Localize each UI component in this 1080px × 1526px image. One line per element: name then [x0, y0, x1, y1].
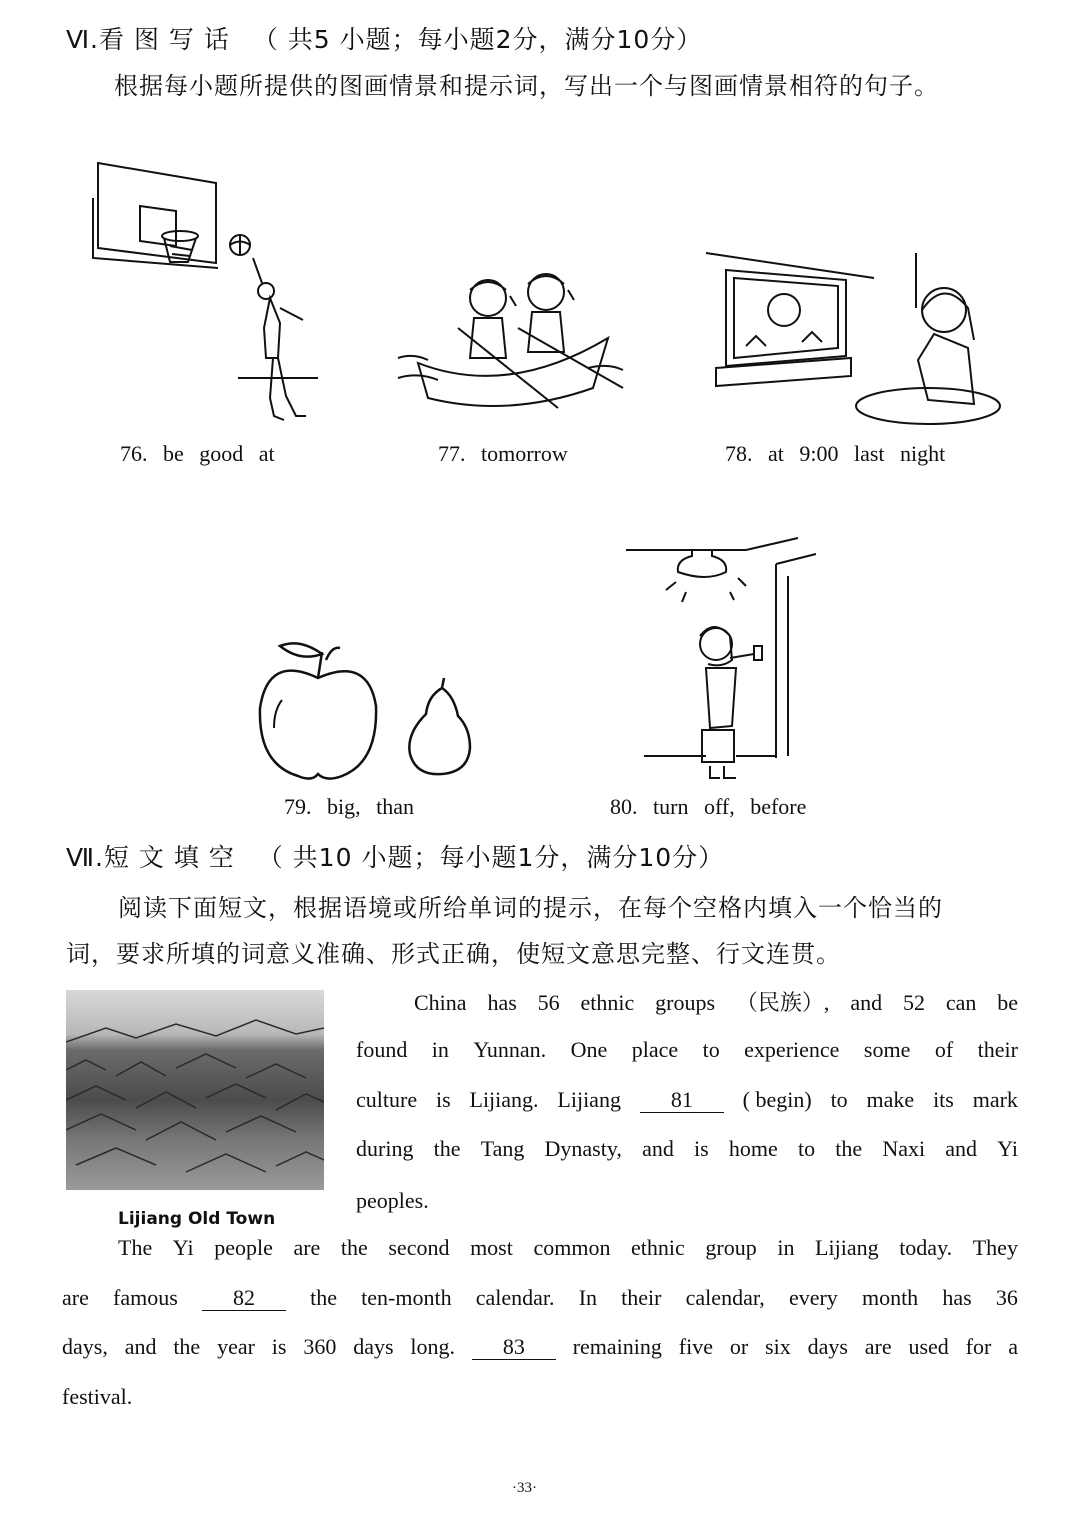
passage-word: to: [830, 1087, 848, 1112]
passage-word: 36: [995, 1285, 1018, 1310]
passage-word: Lijiang: [557, 1087, 621, 1112]
passage-word: most: [470, 1235, 513, 1260]
passage-word: is: [271, 1334, 287, 1359]
passage-word: five: [678, 1334, 713, 1359]
section-7-instruction-line-2: 词，要求所填的词意义准确、形式正确，使短文意思完整、行文连贯。: [66, 940, 841, 968]
passage-line-1: [414, 986, 1018, 1017]
passage-word: their: [621, 1285, 662, 1310]
passage-word: ( begin): [742, 1087, 812, 1112]
passage-word: is: [435, 1087, 451, 1112]
passage-word: year: [217, 1334, 255, 1359]
section-6-instruction: 根据每小题所提供的图画情景和提示词，写出一个与图画情景相符的句子。: [114, 72, 939, 100]
passage-word: six: [765, 1334, 791, 1359]
passage-word: to: [797, 1136, 816, 1161]
passage-word: 52: [902, 990, 925, 1015]
passage-line-2: [356, 1037, 1018, 1063]
photo-rooftops: [66, 990, 324, 1190]
passage-word: month: [861, 1285, 919, 1310]
lijiang-photo: [66, 990, 324, 1190]
passage-word: used: [908, 1334, 949, 1359]
passage-word: are: [864, 1334, 892, 1359]
passage-word: be: [997, 990, 1018, 1015]
passage-word: One: [570, 1037, 608, 1062]
passage-word: The: [118, 1235, 153, 1260]
passage-word: Yi: [997, 1136, 1018, 1161]
passage-line-5: peoples.: [356, 1188, 429, 1213]
passage-word: is: [694, 1136, 709, 1161]
passage-word: has: [487, 990, 517, 1015]
passage-word: days: [353, 1334, 394, 1359]
passage-word: Dynasty,: [544, 1136, 622, 1161]
passage-word: Lijiang.: [469, 1087, 539, 1112]
passage-word: the: [433, 1136, 461, 1161]
passage-word: the: [173, 1334, 201, 1359]
caption-80: 80. turn off, before: [610, 794, 807, 819]
passage-line-3: [356, 1087, 1018, 1113]
caption-79: 79. big, than: [284, 794, 414, 819]
picture-78-watching-tv: [706, 248, 996, 428]
passage-word: people: [214, 1235, 273, 1260]
passage-word: today.: [899, 1235, 953, 1260]
passage-word: and: [642, 1136, 674, 1161]
passage-word: has: [942, 1285, 972, 1310]
section-7-title-row: [66, 838, 724, 874]
passage-word: Yunnan.: [473, 1037, 547, 1062]
passage-word: in: [777, 1235, 795, 1260]
passage-word: or: [729, 1334, 749, 1359]
passage-word: calendar.: [475, 1285, 555, 1310]
blank-82[interactable]: 82: [202, 1286, 286, 1311]
passage-word: for: [965, 1334, 992, 1359]
section-7-title: Ⅶ.短 文 填 空: [66, 843, 235, 872]
passage-word: of: [934, 1037, 954, 1062]
passage-word: the: [340, 1235, 368, 1260]
passage-word: days: [807, 1334, 848, 1359]
passage-word: and: [124, 1334, 157, 1359]
passage-word: place: [631, 1037, 679, 1062]
passage-word: Lijiang: [815, 1235, 879, 1260]
passage-word: famous: [113, 1285, 178, 1310]
passage-word: Naxi: [882, 1136, 926, 1161]
passage-word: found: [356, 1037, 408, 1062]
picture-80-turning-off-light: [626, 536, 826, 786]
section-6-title: Ⅵ.看 图 写 话: [66, 25, 230, 54]
passage-word: days,: [62, 1334, 108, 1359]
passage-word: common: [533, 1235, 611, 1260]
passage-word: experience: [744, 1037, 840, 1062]
picture-79-apple-and-pear: [252, 636, 477, 784]
passage-word: They: [972, 1235, 1018, 1260]
passage-word: ethnic: [580, 990, 635, 1015]
passage-word: （民族）,: [735, 990, 830, 1015]
passage-word: culture: [356, 1087, 418, 1112]
passage-word: groups: [655, 990, 716, 1015]
passage-word: during: [356, 1136, 414, 1161]
passage-line-4: [356, 1136, 1018, 1162]
passage-word: can: [945, 990, 977, 1015]
passage-word: the: [310, 1285, 337, 1310]
blank-83[interactable]: 83: [472, 1335, 556, 1360]
passage-word: and: [850, 990, 883, 1015]
passage-word: Yi: [172, 1235, 194, 1260]
passage-word: ethnic: [631, 1235, 685, 1260]
passage-p2-line-4: festival.: [62, 1384, 133, 1409]
passage-word: are: [293, 1235, 321, 1260]
passage-word: and: [945, 1136, 978, 1161]
passage-word: 56: [537, 990, 560, 1015]
passage-word: calendar,: [685, 1285, 765, 1310]
passage-word: to: [702, 1037, 720, 1062]
passage-word: 360: [303, 1334, 337, 1359]
passage-p2-line-3: [62, 1334, 1018, 1360]
passage-word: group: [705, 1235, 757, 1260]
passage-word: their: [977, 1037, 1018, 1062]
caption-77: 77. tomorrow: [438, 441, 568, 466]
caption-76: 76. be good at: [120, 441, 275, 466]
passage-word: Tang: [480, 1136, 525, 1161]
section-6-title-row: [66, 20, 702, 56]
passage-word: make: [866, 1087, 915, 1112]
passage-p2-line-1: [118, 1235, 1018, 1261]
passage-word: a: [1008, 1334, 1018, 1359]
passage-word: are: [62, 1285, 89, 1310]
passage-word: ten-month: [361, 1285, 452, 1310]
section-7-score: （ 共10 小题；每小题1分，满分10分）: [257, 843, 725, 872]
passage-word: every: [788, 1285, 838, 1310]
passage-word: In: [578, 1285, 598, 1310]
passage-word: long.: [410, 1334, 455, 1359]
passage-word: second: [388, 1235, 450, 1260]
section-6-score: （ 共5 小题；每小题2分，满分10分）: [252, 25, 703, 54]
picture-77-rowing-boat: [398, 268, 628, 418]
passage-word: some: [863, 1037, 911, 1062]
passage-word: remaining: [572, 1334, 662, 1359]
passage-p2-line-2: [62, 1285, 1018, 1311]
section-7-instruction-line-1: 阅读下面短文，根据语境或所给单词的提示，在每个空格内填入一个恰当的: [118, 894, 943, 922]
passage-word: China: [414, 990, 467, 1015]
caption-78: 78. at 9:00 last night: [725, 441, 946, 466]
passage-word: its: [933, 1087, 954, 1112]
page-number: ·33·: [512, 1480, 537, 1496]
passage-word: in: [431, 1037, 449, 1062]
passage-word: the: [835, 1136, 863, 1161]
picture-76-basketball: [88, 158, 318, 428]
passage-word: home: [728, 1136, 778, 1161]
photo-caption: Lijiang Old Town: [118, 1209, 276, 1229]
blank-81[interactable]: 81: [640, 1088, 724, 1113]
passage-word: mark: [972, 1087, 1018, 1112]
